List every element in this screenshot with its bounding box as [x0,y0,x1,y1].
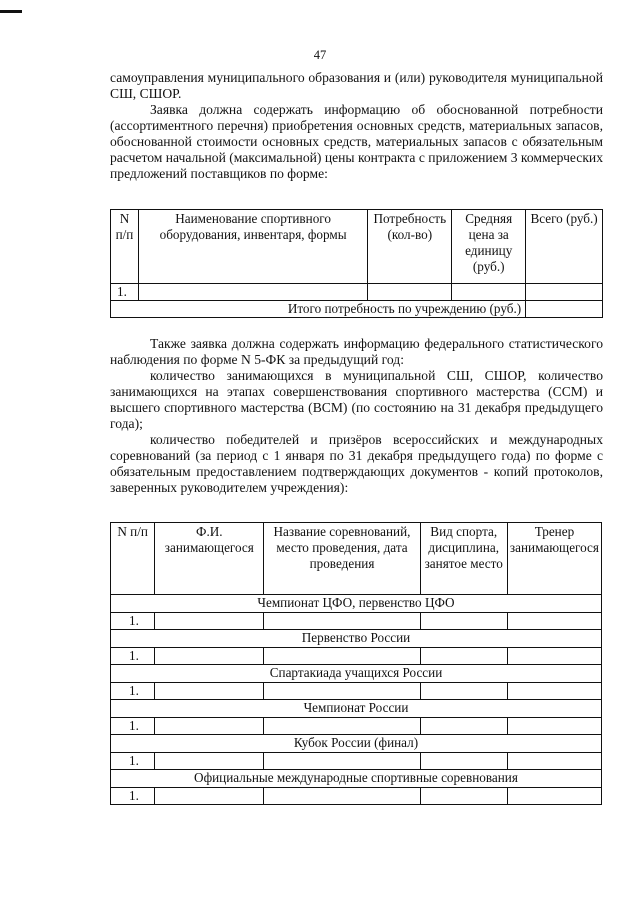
section-row [111,735,602,753]
section-row [111,595,602,613]
section-title: Кубок России (финал) [111,735,602,753]
table-row [111,753,602,770]
cell-empty [526,284,603,301]
cell-empty [507,683,601,700]
paragraph-application-content: Заявка должна содержать информацию об обоснованной потребности (ассортиментного перечня) приобретения основных средств, материальных запасов, обоснованной стоимости основных средств, материальных запасов с обязательным расчетом начальной (максимальной) цены контракта с приложением 3 коммерческих предложений поставщиков по форме: [110,102,603,181]
cell-empty [420,718,507,735]
winners-table-header [111,523,602,595]
section-row [111,630,602,648]
table-row [111,683,602,700]
cell-empty [452,284,526,301]
section-title: Спартакиада учащихся России [111,665,602,683]
cell-empty [264,788,420,805]
row-number: 1. [111,284,139,301]
cell-empty [155,613,264,630]
section-row [111,770,602,788]
section-row [111,665,602,683]
cell-empty [507,613,601,630]
row-number: 1. [111,648,155,665]
row-number: 1. [111,613,155,630]
cell-empty [420,753,507,770]
cell-empty [155,718,264,735]
header-sport: Вид спорта, дисциплина, занятое место [420,523,507,595]
row-number: 1. [111,683,155,700]
row-number: 1. [111,753,155,770]
cell-empty [368,284,452,301]
cell-empty [264,718,420,735]
table-row [111,284,603,301]
cell-empty [507,718,601,735]
paragraph-statistics: Также заявка должна содержать информацию федерального статистического наблюдения по форме N 5-ФК за предыдущий год: [110,336,603,367]
paragraph-participants: количество занимающихся в муниципальной СШ, СШОР, количество занимающихся на этапах совершенствования спортивного мастерства (ССМ) и высшего спортивного мастерства (ВСМ) (по состоянию на 31 декабря предыдущего года); [110,368,603,431]
table-row [111,613,602,630]
table-row [111,648,602,665]
winners-table [110,522,602,805]
row-number: 1. [111,788,155,805]
header-num: N п/п [111,523,155,595]
section-title: Первенство России [111,630,602,648]
needs-table-header [111,210,603,284]
cell-empty [155,683,264,700]
scan-edge-mark [0,10,22,13]
cell-empty [264,753,420,770]
section-title: Официальные международные спортивные соревнования [111,770,602,788]
header-num: N п/п [111,210,139,284]
table-total-row [111,301,603,318]
cell-empty [420,613,507,630]
section-title: Чемпионат ЦФО, первенство ЦФО [111,595,602,613]
page-number: 47 [313,48,327,62]
statistics-text [110,336,603,496]
cell-empty [507,753,601,770]
total-label: Итого потребность по учреждению (руб.) [111,301,526,318]
cell-empty [420,648,507,665]
header-quantity: Потребность (кол-во) [368,210,452,284]
cell-empty [420,788,507,805]
header-competition: Название соревнований, место проведения, дата проведения [264,523,420,595]
section-row [111,700,602,718]
row-number: 1. [111,718,155,735]
table-row [111,718,602,735]
header-athlete-name: Ф.И. занимающегося [155,523,264,595]
header-item-name: Наименование спортивного оборудования, инвентаря, формы [138,210,367,284]
cell-empty [264,683,420,700]
cell-empty [155,753,264,770]
cell-empty [138,284,367,301]
cell-empty [264,648,420,665]
header-coach: Тренер занимающегося [507,523,601,595]
cell-empty [507,648,601,665]
cell-empty [264,613,420,630]
table-row [111,788,602,805]
cell-empty [526,301,603,318]
section-title: Чемпионат России [111,700,602,718]
paragraph-continuation: самоуправления муниципального образования и (или) руководителя муниципальной СШ, СШОР. [110,70,603,101]
cell-empty [155,788,264,805]
cell-empty [420,683,507,700]
intro-text [110,70,603,182]
cell-empty [155,648,264,665]
header-total: Всего (руб.) [526,210,603,284]
cell-empty [507,788,601,805]
needs-table [110,209,603,318]
header-avg-price: Средняя цена за единицу (руб.) [452,210,526,284]
paragraph-winners: количество победителей и призёров всероссийских и международных соревнований (за период с 1 января по 31 декабря предыдущего года) по форме с обязательным предоставлением подтверждающих документов - копий протоколов, заверенных руководителем учреждения): [110,432,603,495]
